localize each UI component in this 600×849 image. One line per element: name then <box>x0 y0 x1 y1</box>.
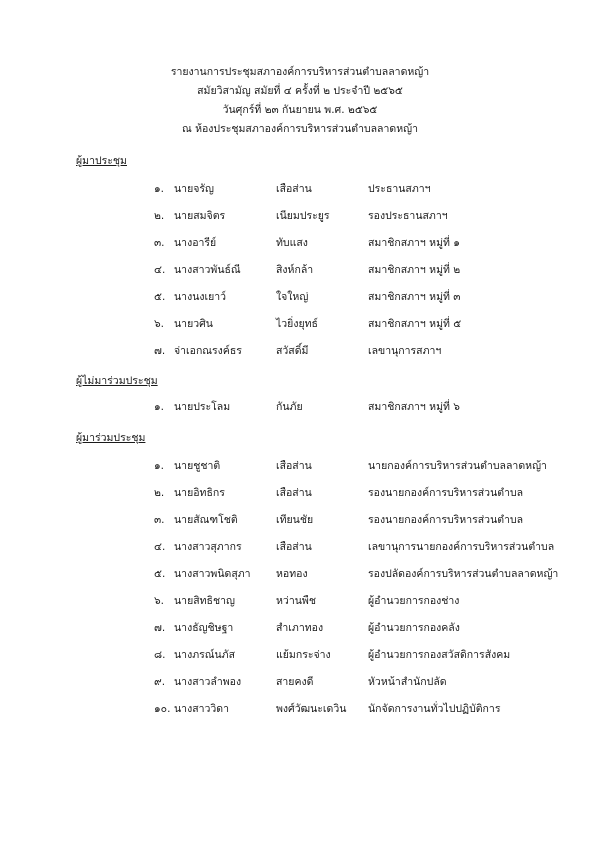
row-number: ๓. <box>154 514 165 526</box>
row-last-name: เสือส่าน <box>276 541 312 553</box>
row-last-name: สำเภาทอง <box>276 622 324 634</box>
table-row <box>0 593 600 609</box>
row-first-name: นายวศิน <box>174 318 213 330</box>
venue-line: ณ ห้องประชุมสภาองค์การบริหารส่วนตำบลลาดหญ้า <box>182 123 418 135</box>
table-row <box>0 647 600 663</box>
row-position: เลขานุการนายกองค์การบริหารส่วนตำบล <box>368 541 555 553</box>
row-last-name: ใจใหญ่ <box>276 291 309 303</box>
row-last-name: หอทอง <box>276 568 308 580</box>
table-row <box>0 235 600 251</box>
row-last-name: กันภัย <box>276 401 303 413</box>
row-first-name: นางสาวพันธ์ณี <box>174 264 241 276</box>
section-title-participants: ผู้มาร่วมประชุม <box>76 432 146 444</box>
row-first-name: นางสาวพนิดสุภา <box>174 568 251 580</box>
table-row <box>0 512 600 528</box>
row-position: ผู้อำนวยการกองช่าง <box>368 595 460 607</box>
row-number: ๒. <box>154 210 165 222</box>
row-last-name: เสือส่าน <box>276 460 312 472</box>
table-row <box>0 316 600 332</box>
row-number: ๑. <box>154 460 165 472</box>
row-last-name: ทับแสง <box>276 237 308 249</box>
row-number: ๙. <box>154 676 166 688</box>
row-number: ๒. <box>154 487 165 499</box>
row-first-name: นางสาววิดา <box>174 703 230 715</box>
row-first-name: นายชูชาติ <box>174 460 221 472</box>
session-line: สมัยวิสามัญ สมัยที่ ๔ ครั้งที่ ๒ ประจำปี ๒๕๖๕ <box>197 85 403 97</box>
row-number: ๗. <box>154 622 166 634</box>
row-position: หัวหน้าสำนักปลัด <box>368 676 447 688</box>
row-last-name: พงศ์วัฒนะเดวิน <box>276 703 347 715</box>
row-last-name: แย้มกระจ่าง <box>276 649 331 661</box>
row-first-name: นางธัญชิษฐา <box>174 622 234 634</box>
row-position: รองนายกองค์การบริหารส่วนตำบล <box>368 487 524 499</box>
row-position: สมาชิกสภาฯ หมู่ที่ ๑ <box>368 237 460 249</box>
row-last-name: ไวยิ่งยุทธ์ <box>276 318 318 330</box>
row-position: นายกองค์การบริหารส่วนตำบลลาดหญ้า <box>368 460 547 472</box>
row-position: สมาชิกสภาฯ หมู่ที่ ๒ <box>368 264 461 276</box>
row-first-name: นางอารีย์ <box>174 237 217 249</box>
row-number: ๑๐. <box>154 703 171 715</box>
row-first-name: นายประโลม <box>174 401 231 413</box>
row-last-name: เสือส่าน <box>276 183 312 195</box>
row-last-name: สายคงดี <box>276 676 314 688</box>
row-position: สมาชิกสภาฯ หมู่ที่ ๓ <box>368 291 461 303</box>
row-last-name: สวัสดิ์มี <box>276 345 309 357</box>
table-row <box>0 485 600 501</box>
row-number: ๑. <box>154 183 165 195</box>
row-number: ๗. <box>154 345 166 357</box>
row-position: นักจัดการงานทั่วไปปฏิบัติการ <box>368 703 501 715</box>
table-row <box>0 208 600 224</box>
date-line: วันศุกร์ที่ ๒๓ กันยายน พ.ศ. ๒๕๖๕ <box>222 104 378 116</box>
row-first-name: นายสิทธิชาญ <box>174 595 235 607</box>
row-last-name: หว่านพืช <box>276 595 316 607</box>
table-row <box>0 458 600 474</box>
row-first-name: นายจรัญ <box>174 183 214 195</box>
row-number: ๕. <box>154 568 166 580</box>
row-number: ๖. <box>154 318 165 330</box>
row-position: ประธานสภาฯ <box>368 183 431 195</box>
row-first-name: นางนงเยาว์ <box>174 291 227 303</box>
row-number: ๔. <box>154 264 166 276</box>
row-number: ๘. <box>154 649 166 661</box>
row-number: ๓. <box>154 237 165 249</box>
table-row <box>0 262 600 278</box>
row-last-name: สิงห์กล้า <box>276 264 314 276</box>
row-first-name: นางสาวลำพอง <box>174 676 242 688</box>
row-first-name: นายอิทธิกร <box>174 487 225 499</box>
table-row <box>0 399 600 415</box>
row-first-name: จ่าเอกณรงค์ธร <box>174 345 242 357</box>
row-number: ๕. <box>154 291 166 303</box>
row-last-name: เทียนชัย <box>276 514 314 526</box>
row-number: ๔. <box>154 541 166 553</box>
table-row <box>0 674 600 690</box>
table-row <box>0 539 600 555</box>
row-position: รองปลัดองค์การบริหารส่วนตำบลลาดหญ้า <box>368 568 559 580</box>
row-first-name: นางสาวสุภากร <box>174 541 242 553</box>
row-last-name: เนียมประยูร <box>276 210 330 222</box>
row-position: ผู้อำนวยการกองสวัสดิการสังคม <box>368 649 511 661</box>
table-row <box>0 289 600 305</box>
row-first-name: นายสัณฑโชติ <box>174 514 238 526</box>
row-position: สมาชิกสภาฯ หมู่ที่ ๕ <box>368 318 462 330</box>
table-row <box>0 566 600 582</box>
table-row <box>0 701 600 717</box>
row-first-name: นายสมจิตร <box>174 210 226 222</box>
row-number: ๖. <box>154 595 165 607</box>
row-last-name: เสือส่าน <box>276 487 312 499</box>
row-position: รองนายกองค์การบริหารส่วนตำบล <box>368 514 524 526</box>
row-position: ผู้อำนวยการกองคลัง <box>368 622 460 634</box>
section-title-absentees: ผู้ไม่มาร่วมประชุม <box>76 375 158 387</box>
table-row <box>0 181 600 197</box>
table-row <box>0 620 600 636</box>
row-position: สมาชิกสภาฯ หมู่ที่ ๖ <box>368 401 460 413</box>
table-row <box>0 343 600 359</box>
row-first-name: นางภรณ์นภัส <box>174 649 236 661</box>
row-number: ๑. <box>154 401 165 413</box>
report-title: รายงานการประชุมสภาองค์การบริหารส่วนตำบลลาดหญ้า <box>170 66 430 78</box>
section-title-attendees: ผู้มาประชุม <box>76 155 127 167</box>
row-position: เลขานุการสภาฯ <box>368 345 442 357</box>
row-position: รองประธานสภาฯ <box>368 210 448 222</box>
